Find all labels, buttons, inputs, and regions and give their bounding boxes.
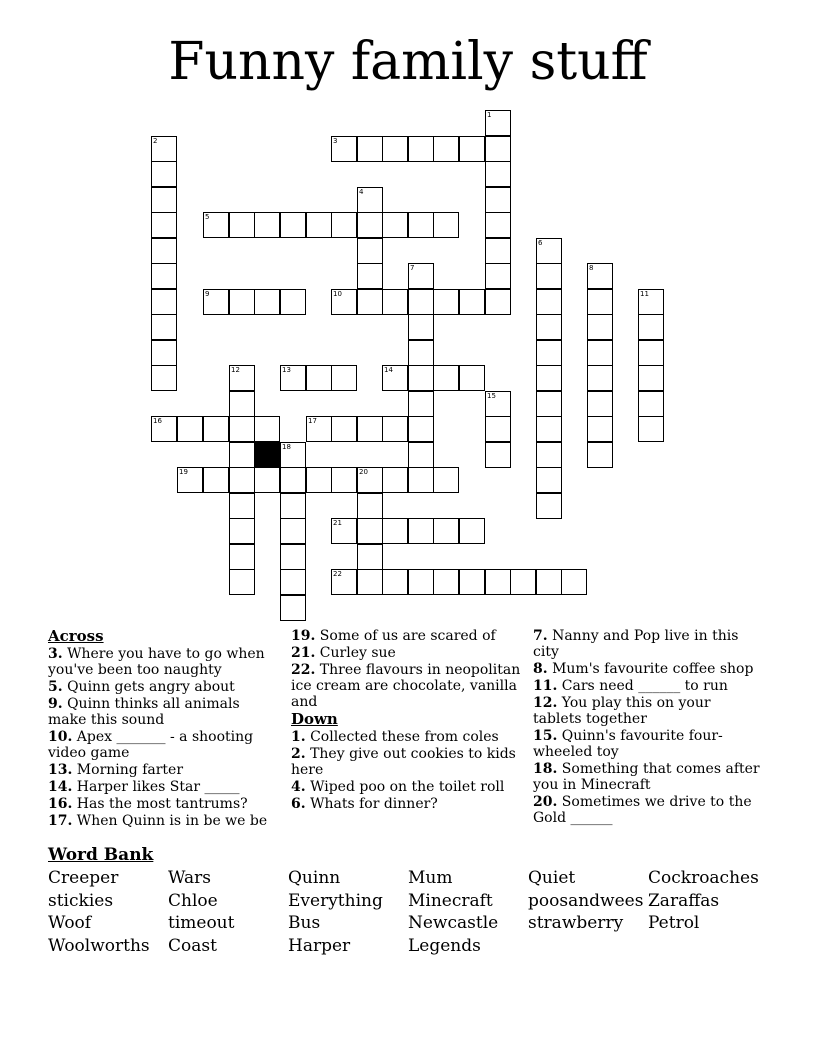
- crossword-cell[interactable]: [485, 187, 511, 213]
- crossword-cell[interactable]: [536, 238, 562, 264]
- word-bank-item: Woof: [48, 913, 92, 933]
- crossword-cell[interactable]: [485, 263, 511, 289]
- clue-number: 3.: [48, 646, 63, 662]
- crossword-cell[interactable]: [229, 442, 255, 468]
- page-title: Funny family stuff: [168, 32, 648, 92]
- crossword-cell[interactable]: [408, 416, 434, 442]
- word-bank-item: Cockroaches: [648, 868, 759, 888]
- clue-number-label: 6: [538, 239, 543, 247]
- word-bank-item: Minecraft: [408, 890, 493, 911]
- clue-item: 7. Nanny and Pop live in this city: [533, 628, 739, 660]
- crossword-cell[interactable]: [357, 212, 383, 238]
- crossword-cell[interactable]: [459, 136, 485, 162]
- crossword-cell[interactable]: [638, 365, 664, 391]
- clue-number: 15.: [533, 728, 558, 744]
- clue-item: 14. Harper likes Star _____: [48, 779, 240, 795]
- crossword-cell[interactable]: [587, 263, 613, 289]
- crossword-cell[interactable]: [280, 289, 306, 315]
- clue-item: 13. Morning farter: [48, 762, 184, 778]
- clue-number-label: 2: [153, 137, 158, 145]
- clue-number-label: 13: [282, 366, 291, 374]
- crossword-cell[interactable]: [331, 212, 357, 238]
- crossword-cell[interactable]: [151, 314, 177, 340]
- crossword-cell[interactable]: [280, 467, 306, 493]
- crossword-cell[interactable]: [485, 442, 511, 468]
- clue-number-label: 21: [333, 519, 342, 527]
- word-bank-item: Bus: [288, 913, 321, 933]
- clue-item: 22. Three flavours in neopolitan ice cream are chocolate, vanilla and: [291, 662, 521, 710]
- crossword-cell[interactable]: [357, 263, 383, 289]
- crossword-cell[interactable]: [357, 544, 383, 570]
- crossword-cell[interactable]: [561, 569, 587, 595]
- crossword-cell[interactable]: [357, 238, 383, 264]
- crossword-cell[interactable]: [459, 518, 485, 544]
- crossword-cell[interactable]: [280, 569, 306, 595]
- crossword-cell[interactable]: [587, 314, 613, 340]
- clue-number-label: 15: [487, 392, 496, 400]
- crossword-cell[interactable]: [382, 365, 408, 391]
- crossword-cell[interactable]: [331, 289, 357, 315]
- crossword-cell[interactable]: [151, 238, 177, 264]
- crossword-cell[interactable]: [536, 314, 562, 340]
- clue-number-label: 16: [153, 417, 162, 425]
- crossword-cell[interactable]: [485, 416, 511, 442]
- crossword-cell[interactable]: [151, 365, 177, 391]
- crossword-cell[interactable]: [306, 467, 332, 493]
- crossword-cell[interactable]: [331, 416, 357, 442]
- crossword-cell[interactable]: [433, 467, 459, 493]
- crossword-cell[interactable]: [485, 136, 511, 162]
- clue-item: 8. Mum's favourite coffee shop: [533, 661, 754, 677]
- crossword-cell[interactable]: [433, 518, 459, 544]
- crossword-cell[interactable]: [536, 263, 562, 289]
- crossword-cell[interactable]: [536, 493, 562, 519]
- crossword-cell[interactable]: [638, 391, 664, 417]
- crossword-cell[interactable]: [280, 518, 306, 544]
- crossword-cell[interactable]: [382, 416, 408, 442]
- crossword-cell[interactable]: [229, 518, 255, 544]
- crossword-cell[interactable]: [203, 467, 229, 493]
- word-bank-item: strawberry: [528, 913, 624, 933]
- clue-item: 11. Cars need ______ to run: [533, 678, 728, 694]
- crossword-cell[interactable]: [306, 365, 332, 391]
- crossword-cell[interactable]: [382, 289, 408, 315]
- crossword-cell[interactable]: [331, 136, 357, 162]
- crossword-cell[interactable]: [485, 391, 511, 417]
- clue-item: 18. Something that comes after you in Minecraft: [533, 761, 760, 793]
- clue-number-label: 9: [205, 290, 210, 298]
- crossword-cell[interactable]: [408, 569, 434, 595]
- crossword-cell[interactable]: [254, 212, 280, 238]
- crossword-cell[interactable]: [229, 365, 255, 391]
- crossword-cell[interactable]: [510, 569, 536, 595]
- crossword-cell[interactable]: [229, 493, 255, 519]
- crossword-cell[interactable]: [382, 212, 408, 238]
- clue-number: 1.: [291, 729, 306, 745]
- crossword-cell[interactable]: [357, 569, 383, 595]
- crossword-cell[interactable]: [357, 493, 383, 519]
- clue-item: 6. Whats for dinner?: [291, 796, 438, 812]
- word-bank-item: Mum: [408, 868, 453, 888]
- crossword-cell[interactable]: [638, 340, 664, 366]
- clue-item: 17. When Quinn is in be we be: [48, 813, 268, 829]
- crossword-cell[interactable]: [203, 289, 229, 315]
- crossword-cell[interactable]: [638, 289, 664, 315]
- clue-number: 22.: [291, 662, 316, 678]
- crossword-cell[interactable]: [229, 544, 255, 570]
- word-bank-item: Harper: [288, 935, 351, 956]
- crossword-cell[interactable]: [177, 416, 203, 442]
- crossword-cell[interactable]: [229, 416, 255, 442]
- clue-item: 9. Quinn thinks all animals make this sound: [48, 696, 240, 728]
- clue-number: 6.: [291, 796, 306, 812]
- crossword-cell[interactable]: [254, 289, 280, 315]
- crossword-cell[interactable]: [254, 416, 280, 442]
- crossword-cell[interactable]: [485, 110, 511, 136]
- word-bank-item: poosandwees: [528, 890, 644, 911]
- clue-number-label: 19: [179, 468, 188, 476]
- clue-number: 2.: [291, 746, 306, 762]
- crossword-cell[interactable]: [280, 442, 306, 468]
- clue-number-label: 7: [410, 264, 415, 272]
- word-bank-item: stickies: [48, 890, 114, 911]
- clue-number-label: 8: [589, 264, 594, 272]
- crossword-cell[interactable]: [203, 416, 229, 442]
- crossword-cell[interactable]: [151, 161, 177, 187]
- crossword-cell[interactable]: [229, 467, 255, 493]
- word-bank-item: Wars: [168, 868, 211, 888]
- word-bank-item: Legends: [408, 935, 481, 956]
- clue-number: 19.: [291, 628, 316, 644]
- crossword-cell[interactable]: [382, 467, 408, 493]
- crossword-cell[interactable]: [151, 416, 177, 442]
- clue-number: 5.: [48, 679, 63, 695]
- crossword-cell[interactable]: [331, 467, 357, 493]
- clue-item: 21. Curley sue: [291, 645, 396, 661]
- word-bank-item: Quiet: [528, 868, 576, 888]
- word-bank-item: Newcastle: [408, 913, 499, 933]
- crossword-cell[interactable]: [306, 212, 332, 238]
- crossword-cell[interactable]: [459, 289, 485, 315]
- crossword-cell[interactable]: [433, 212, 459, 238]
- crossword-cell[interactable]: [280, 595, 306, 621]
- crossword-cell[interactable]: [536, 416, 562, 442]
- crossword-cell[interactable]: [485, 212, 511, 238]
- crossword-cell[interactable]: [587, 416, 613, 442]
- crossword-cell[interactable]: [382, 136, 408, 162]
- crossword-cell[interactable]: [229, 289, 255, 315]
- crossword-cell[interactable]: [408, 467, 434, 493]
- word-bank-heading: Word Bank: [48, 845, 154, 865]
- crossword-cell[interactable]: [254, 467, 280, 493]
- crossword-cell[interactable]: [177, 467, 203, 493]
- crossword-cell[interactable]: [433, 365, 459, 391]
- clue-number: 12.: [533, 695, 558, 711]
- clue-number: 16.: [48, 796, 73, 812]
- clue-number: 9.: [48, 696, 63, 712]
- crossword-cell[interactable]: [485, 238, 511, 264]
- clue-number-label: 18: [282, 443, 291, 451]
- clue-number-label: 4: [359, 188, 364, 196]
- crossword-cell[interactable]: [408, 289, 434, 315]
- crossword-cell[interactable]: [306, 416, 332, 442]
- crossword-cell[interactable]: [459, 569, 485, 595]
- clue-number: 11.: [533, 678, 558, 694]
- clue-item: 1. Collected these from coles: [291, 729, 499, 745]
- crossword-cell[interactable]: [408, 518, 434, 544]
- crossword-cell[interactable]: [536, 365, 562, 391]
- crossword-cell[interactable]: [357, 187, 383, 213]
- clue-number: 10.: [48, 729, 73, 745]
- crossword-cell[interactable]: [382, 569, 408, 595]
- crossword-cell[interactable]: [433, 569, 459, 595]
- crossword-cell[interactable]: [357, 136, 383, 162]
- crossword-cell[interactable]: [280, 544, 306, 570]
- crossword-cell[interactable]: [536, 340, 562, 366]
- clue-number-label: 11: [640, 290, 649, 298]
- crossword-cell[interactable]: [459, 365, 485, 391]
- word-bank-item: Woolworths: [48, 935, 150, 956]
- crossword-cell[interactable]: [151, 212, 177, 238]
- crossword-cell[interactable]: [536, 289, 562, 315]
- crossword-cell[interactable]: [408, 136, 434, 162]
- crossword-cell[interactable]: [357, 467, 383, 493]
- clue-number-label: 20: [359, 468, 368, 476]
- crossword-cell[interactable]: [280, 365, 306, 391]
- clue-item: 3. Where you have to go when you've been too naughty: [48, 646, 265, 678]
- crossword-cell[interactable]: [151, 136, 177, 162]
- clue-column: [48, 628, 278, 830]
- clue-item: 20. Sometimes we drive to the Gold ______: [533, 794, 752, 826]
- clue-item: 16. Has the most tantrums?: [48, 796, 248, 812]
- crossword-cell[interactable]: [536, 467, 562, 493]
- word-bank-item: Creeper: [48, 868, 119, 888]
- clue-number: 21.: [291, 645, 316, 661]
- crossword-cell[interactable]: [536, 569, 562, 595]
- crossword-cell[interactable]: [229, 391, 255, 417]
- crossword-cell[interactable]: [357, 518, 383, 544]
- crossword-cell[interactable]: [433, 289, 459, 315]
- clue-number-label: 3: [333, 137, 338, 145]
- word-bank-item: Zaraffas: [648, 890, 720, 911]
- crossword-cell[interactable]: [587, 365, 613, 391]
- clue-number-label: 14: [384, 366, 393, 374]
- clue-number: 17.: [48, 813, 73, 829]
- clue-number-label: 10: [333, 290, 342, 298]
- clue-number: 18.: [533, 761, 558, 777]
- word-bank-item: Everything: [288, 890, 383, 911]
- crossword-cell[interactable]: [229, 569, 255, 595]
- clue-item: 12. You play this on your tablets together: [533, 695, 711, 727]
- crossword-cell[interactable]: [331, 365, 357, 391]
- crossword-cell[interactable]: [408, 340, 434, 366]
- clue-number: 8.: [533, 661, 548, 677]
- crossword-cell[interactable]: [408, 212, 434, 238]
- clue-section-heading: Across: [48, 627, 104, 645]
- word-bank-item: Coast: [168, 935, 217, 956]
- word-bank-item: Chloe: [168, 890, 218, 911]
- crossword-cell[interactable]: [408, 263, 434, 289]
- crossword-cell[interactable]: [638, 416, 664, 442]
- clue-item: 5. Quinn gets angry about: [48, 679, 235, 695]
- crossword-cell[interactable]: [280, 493, 306, 519]
- clue-item: 15. Quinn's favourite four-wheeled toy: [533, 728, 723, 760]
- crossword-cell[interactable]: [587, 391, 613, 417]
- crossword-cell[interactable]: [151, 263, 177, 289]
- clue-item: 2. They give out cookies to kids here: [291, 746, 516, 778]
- crossword-cell[interactable]: [485, 569, 511, 595]
- crossword-cell[interactable]: [408, 442, 434, 468]
- crossword-cell[interactable]: [408, 365, 434, 391]
- crossword-cell[interactable]: [408, 314, 434, 340]
- crossword-cell[interactable]: [203, 212, 229, 238]
- crossword-cell[interactable]: [229, 212, 255, 238]
- clue-number: 4.: [291, 779, 306, 795]
- crossword-cell[interactable]: [536, 391, 562, 417]
- clue-item: 4. Wiped poo on the toilet roll: [291, 779, 505, 795]
- crossword-cell[interactable]: [433, 136, 459, 162]
- crossword-cell[interactable]: [408, 391, 434, 417]
- clue-number-label: 17: [308, 417, 317, 425]
- crossword-cell[interactable]: [151, 289, 177, 315]
- clue-number-label: 12: [231, 366, 240, 374]
- crossword-cell[interactable]: [382, 518, 408, 544]
- crossword-cell[interactable]: [357, 289, 383, 315]
- crossword-cell[interactable]: [587, 340, 613, 366]
- crossword-cell[interactable]: [485, 289, 511, 315]
- crossword-cell[interactable]: [280, 212, 306, 238]
- word-bank-item: timeout: [168, 913, 235, 933]
- crossword-cell[interactable]: [151, 340, 177, 366]
- clue-number: 13.: [48, 762, 73, 778]
- crossword-cell[interactable]: [587, 289, 613, 315]
- clue-column: [533, 628, 763, 827]
- crossword-black-cell: [254, 442, 280, 468]
- crossword-cell[interactable]: [357, 416, 383, 442]
- word-bank-item: Quinn: [288, 868, 341, 888]
- word-bank-item: Petrol: [648, 913, 700, 933]
- crossword-cell[interactable]: [485, 161, 511, 187]
- clue-number: 7.: [533, 628, 548, 644]
- clue-section-heading: Down: [291, 710, 338, 728]
- crossword-cell[interactable]: [638, 314, 664, 340]
- clue-number-label: 1: [487, 111, 492, 119]
- clue-item: 19. Some of us are scared of: [291, 628, 496, 644]
- clue-column: [291, 628, 521, 813]
- clue-number-label: 22: [333, 570, 342, 578]
- crossword-cell[interactable]: [151, 187, 177, 213]
- clue-item: 10. Apex _______ - a shooting video game: [48, 729, 254, 761]
- crossword-cell[interactable]: [587, 442, 613, 468]
- clue-number: 14.: [48, 779, 73, 795]
- crossword-cell[interactable]: [331, 518, 357, 544]
- crossword-cell[interactable]: [536, 442, 562, 468]
- clue-number-label: 5: [205, 213, 210, 221]
- clue-number: 20.: [533, 794, 558, 810]
- crossword-cell[interactable]: [331, 569, 357, 595]
